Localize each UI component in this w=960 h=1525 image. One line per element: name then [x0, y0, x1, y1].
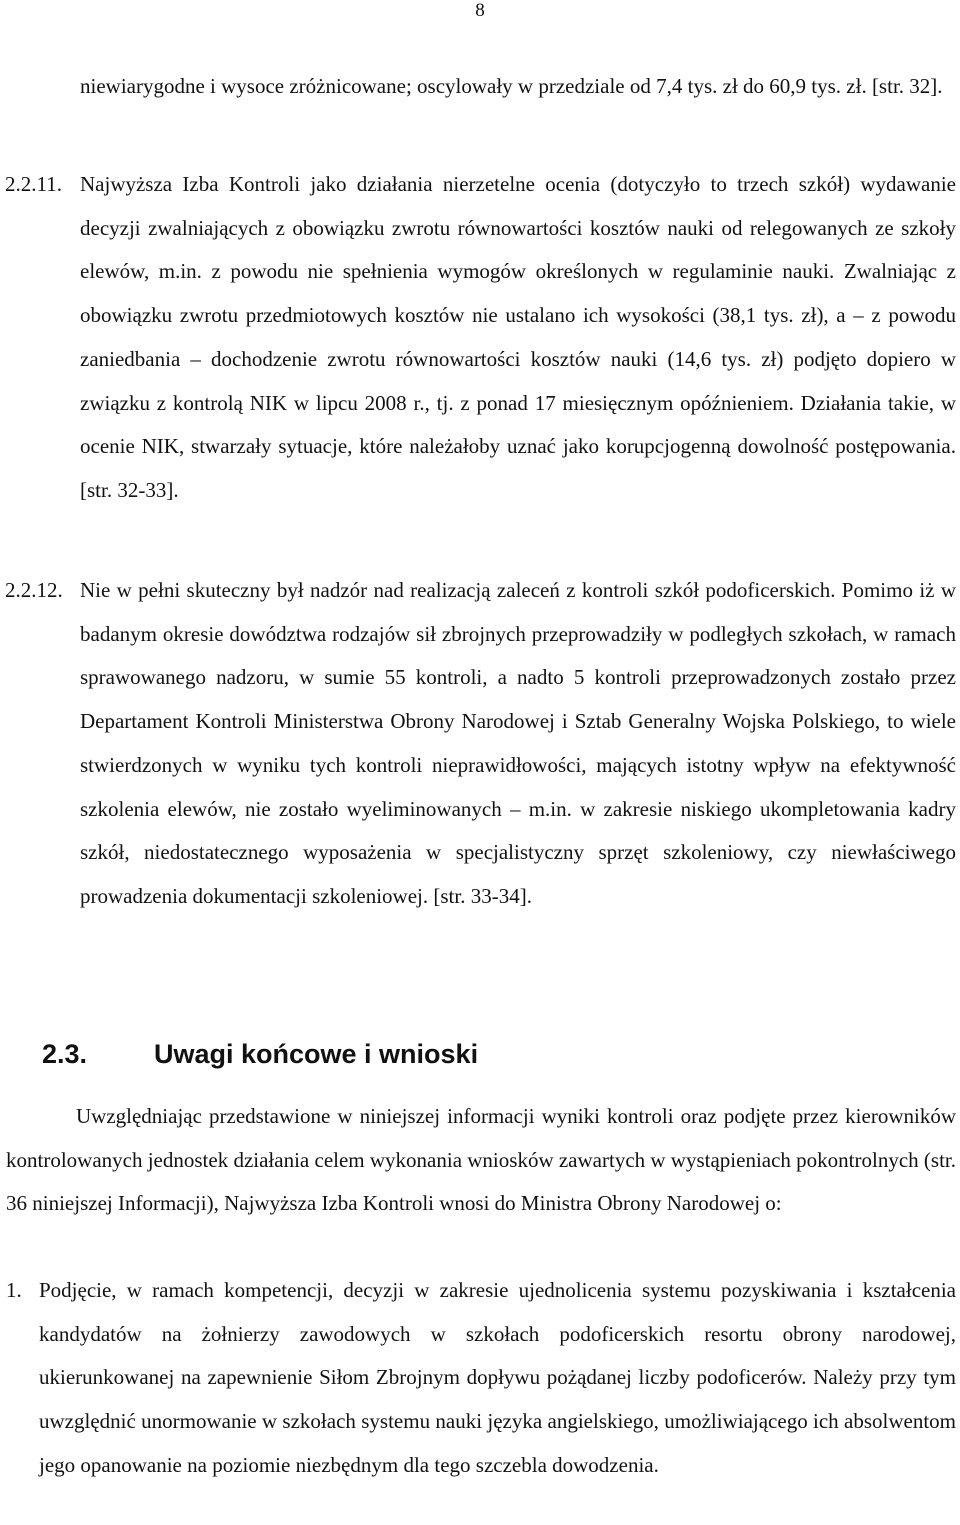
list-item-marker: 1.: [6, 1278, 22, 1302]
paragraph-continuation: niewiarygodne i wysoce zróżnicowane; oscylowały w przedziale od 7,4 tys. zł do 60,9 tys. zł. [str. 32].: [80, 74, 943, 98]
page-number: 8: [475, 0, 485, 21]
section-heading: [42, 1032, 478, 1076]
section-intro-paragraph: Uwzględniając przedstawione w niniejszej informacji wyniki kontroli oraz podjęte przez kierowników kontrolowanych jednostek działania celem wykonania wniosków zawartych w wystąpieniach pokontrolnych (str. 36 niniejszej Informacji), Najwyższa Izba Kontroli wnosi do Ministra Obrony Narodowej o:: [6, 1104, 956, 1216]
paragraph-number: 2.2.12.: [5, 578, 63, 602]
paragraph-2-2-12: [5, 569, 956, 919]
paragraph-text: Najwyższa Izba Kontroli jako działania nierzetelne ocenia (dotyczyło to trzech szkół) wydawanie decyzji zwalniających z obowiązku zwrotu równowartości kosztów nauki od relegowanych ze szkoły elewów, m.in. z powodu nie spełnienia wymogów określonych w regulaminie nauki. Zwalniając z obowiązku zwrotu przedmiotowych kosztów nie ustalano ich wysokości (38,1 tys. zł), a – z powodu zaniedbania – dochodzenie zwrotu równowartości kosztów nauki (14,6 tys. zł) podjęto dopiero w związku z kontrolą NIK w lipcu 2008 r., tj. z ponad 17 miesięcznym opóźnieniem. Działania takie, w ocenie NIK, stwarzały sytuacje, które należałoby uznać jako korupcjogenną dowolność postępowania. [str. 32-33].: [80, 172, 956, 502]
section-number: 2.3.: [42, 1039, 88, 1069]
section-title: Uwagi końcowe i wnioski: [154, 1039, 479, 1069]
paragraph-number: 2.2.11.: [5, 172, 62, 196]
paragraph-2-2-11: [5, 163, 956, 513]
paragraph-text: Nie w pełni skuteczny był nadzór nad realizacją zaleceń z kontroli szkół podoficerskich. Pomimo iż w badanym okresie dowództwa rodzajów sił zbrojnych przeprowadziły w podległych szkołach, w ramach sprawowanego nadzoru, w sumie 55 kontroli, a nadto 5 kontroli przeprowadzonych zostało przez Departament Kontroli Ministerstwa Obrony Narodowej i Sztab Generalny Wojska Polskiego, to wiele stwierdzonych w wyniku tych kontroli nieprawidłowości, mających istotny wpływ na efektywność szkolenia elewów, nie zostało wyeliminowanych – m.in. w zakresie niskiego ukompletowania kadry szkół, niedostatecznego wyposażenia w specjalistyczny sprzęt szkoleniowy, czy niewłaściwego prowadzenia dokumentacji szkoleniowej. [str. 33-34].: [80, 578, 956, 908]
list-item-text: Podjęcie, w ramach kompetencji, decyzji w zakresie ujednolicenia systemu pozyskiwania i kształcenia kandydatów na żołnierzy zawodowych w szkołach podoficerskich resortu obrony narodowej, ukierunkowanej na zapewnienie Siłom Zbrojnym dopływu pożądanej liczby podoficerów. Należy przy tym uwzględnić unormowanie w szkołach systemu nauki języka angielskiego, umożliwiającego ich absolwentom jego opanowanie na poziomie niezbędnym dla tego szczebla dowodzenia.: [39, 1278, 956, 1477]
